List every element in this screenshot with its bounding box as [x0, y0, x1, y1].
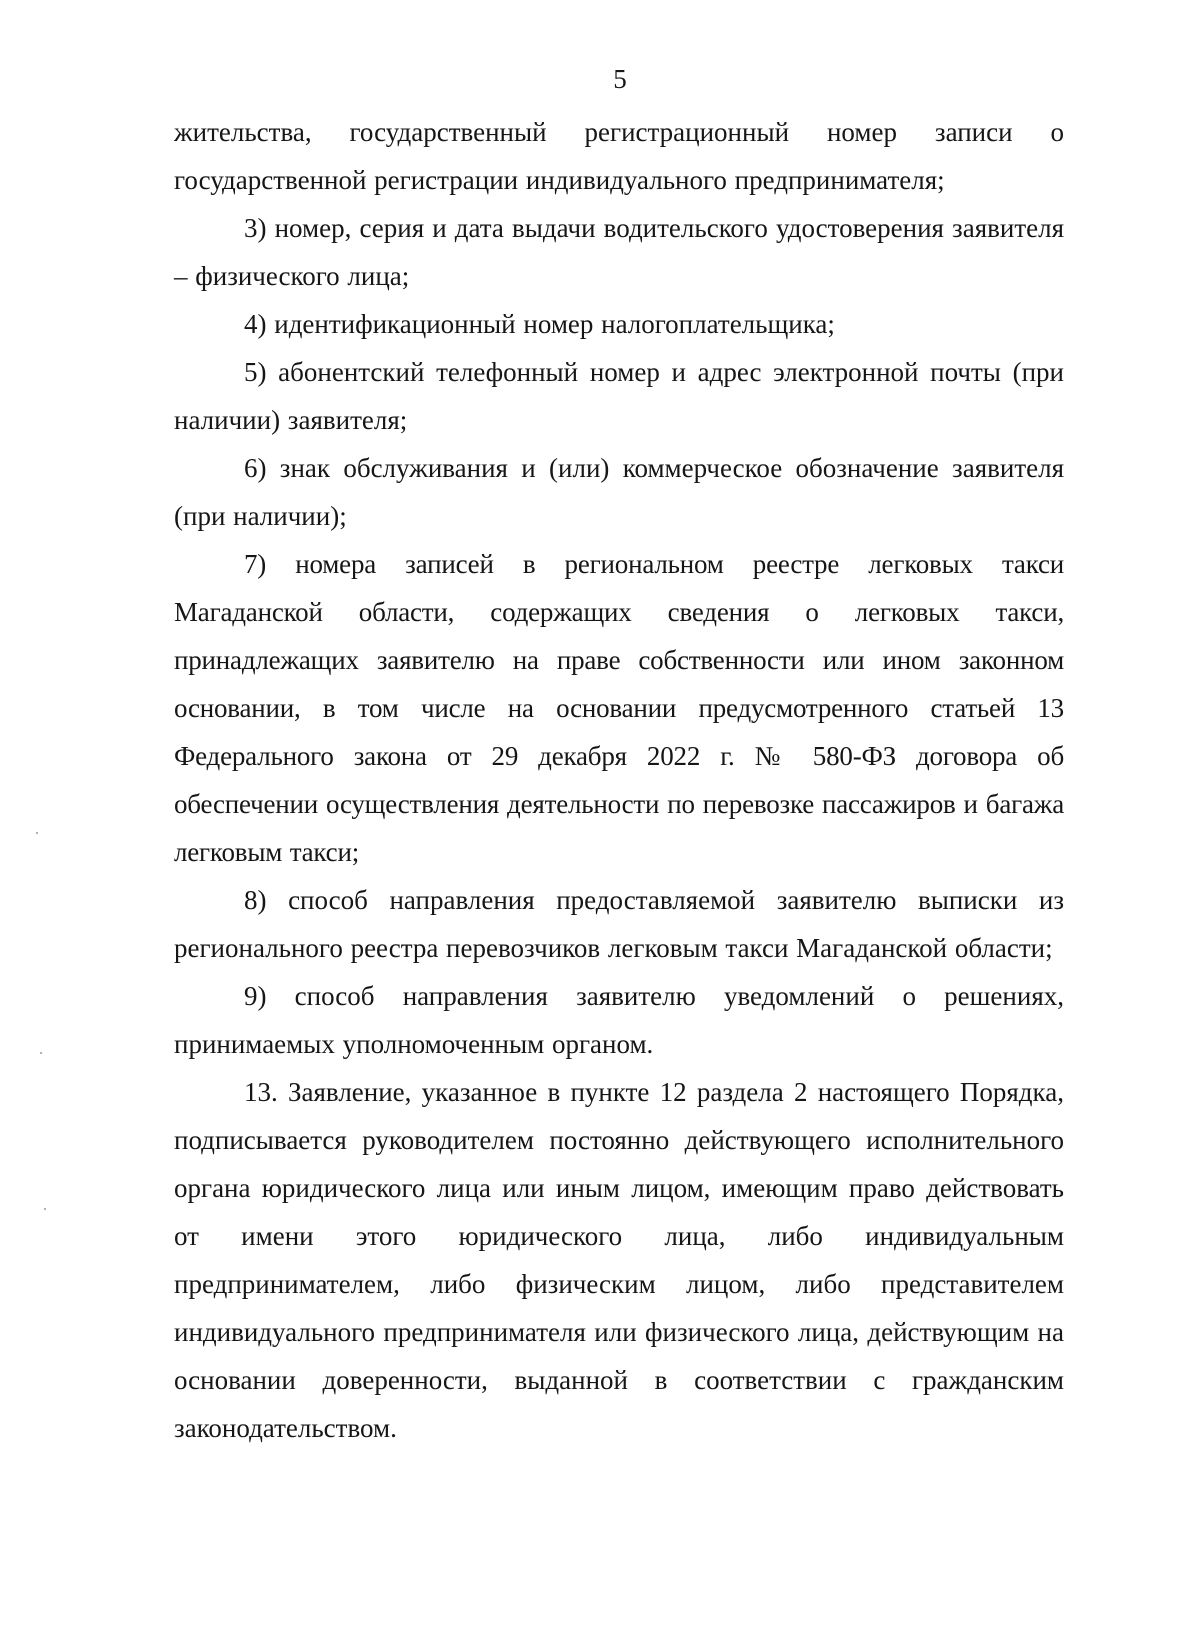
- paragraph-item-6: 6) знак обслуживания и (или) коммерческое обозначение заявителя (при наличии);: [174, 453, 1064, 531]
- paragraph-item-5: 5) абонентский телефонный номер и адрес электронной почты (при наличии) заявителя;: [174, 357, 1064, 435]
- page-number: 5: [613, 64, 627, 94]
- scan-speck: [36, 832, 38, 834]
- scan-speck: [44, 1208, 46, 1210]
- document-body: [174, 108, 1064, 1452]
- paragraph-item-9: 9) способ направления заявителю уведомлений о решениях, принимаемых уполномоченным органом.: [174, 981, 1064, 1059]
- paragraph-item-7: 7) номера записей в региональном реестре легковых такси Магаданской области, содержащих сведения о легковых такси, принадлежащих заявителю на праве собственности или ином законном основании, в том числе на основании предусмотренного статьей 13 Федерального закона от 29 декабря 2022 г. № 580-ФЗ договора об обеспечении осуществления деятельности по перевозке пассажиров и багажа легковым такси;: [174, 549, 1064, 867]
- paragraph-clause-13: 13. Заявление, указанное в пункте 12 раздела 2 настоящего Порядка, подписывается руководителем постоянно действующего исполнительного органа юридического лица или иным лицом, имеющим право действовать от имени этого юридического лица, либо индивидуальным предпринимателем, либо физическим лицом, либо представителем индивидуального предпринимателя или физического лица, действующим на основании доверенности, выданной в соответствии с гражданским законодательством.: [174, 1077, 1064, 1443]
- paragraph-residence-continuation: жительства, государственный регистрационный номер записи о государственной регистрации индивидуального предпринимателя;: [174, 117, 1064, 195]
- scan-speck: [40, 1052, 42, 1054]
- paragraph-item-8: 8) способ направления предоставляемой заявителю выписки из регионального реестра перевозчиков легковым такси Магаданской области;: [174, 885, 1064, 963]
- paragraph-item-3: 3) номер, серия и дата выдачи водительского удостоверения заявителя – физического лица;: [174, 213, 1064, 291]
- paragraph-item-4: 4) идентификационный номер налогоплательщика;: [244, 309, 835, 339]
